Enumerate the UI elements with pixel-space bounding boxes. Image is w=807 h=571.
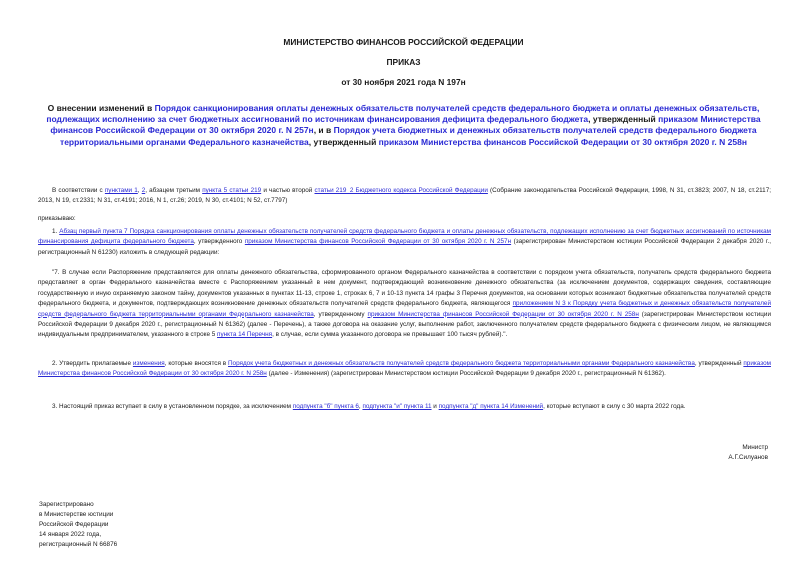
registration-line: Российской Федерации [39,521,109,528]
link-order-258n-3[interactable]: приказом Министерства финансов Российской Федерации от 30 октября 2020 г. N 258н [38,360,771,378]
ministry-heading: МИНИСТЕРСТВО ФИНАНСОВ РОССИЙСКОЙ ФЕДЕРАЦИИ [283,37,524,47]
registration-line: Зарегистрировано [39,501,94,508]
link-order-258n-2[interactable]: приказом Министерства финансов Российской Федерации от 30 октября 2020 г. N 258н [367,310,639,318]
link-appendix-3[interactable]: приложением N 3 к Порядку учета бюджетных и денежных обязательств получателей средств федерального бюджета территориальными органами Федерального казначейства [38,300,771,318]
paragraph-item-1: 1. Абзац первый пункта 7 Порядка санкционирования оплаты денежных обязательств получателей средств федерального бюджета и оплаты денежных обязательств, подлежащих исполнению за счет бюджетных ассигнований по источникам финансирования дефицита федерального бюджета, утвержденного приказом Министерства финансов Российской Федерации от 30 октября 2020 г. N 257н (зарегистрирован Министерством юстиции Российской Федерации 2 декабря 2020 г., регистрационный N 61230) изложить в следующей редакции: [38,228,771,256]
paragraph-order: приказываю: [38,215,76,222]
link-subitem-b-6[interactable]: подпункта "б" пункта 6 [292,403,359,410]
paragraph-item-2: 2. Утвердить прилагаемые изменения, которые вносятся в Порядок учета бюджетных и денежных обязательств получателей средств федерального бюджета территориальными органами Федерального казначейства, утвержденный приказом Министерства финансов Российской Федерации от 30 октября 2020 г. N 258н (далее - Изменения) (зарегистрирован Министерством юстиции Российской Федерации 9 декабря 2020 г., регистрационный N 61362). [38,360,771,378]
link-order-257n[interactable]: приказом Министерства финансов Российской Федерации от 30 октября 2020 г. N 257н [50,114,761,136]
link-items-2[interactable]: 2 [141,187,146,194]
link-order-258n[interactable]: приказом Министерства финансов Российской Федерации от 30 октября 2020 г. N 258н [378,136,747,147]
order-heading: ПРИКАЗ [386,57,421,67]
link-list-item-14[interactable]: пункта 14 Перечня [217,331,273,339]
link-changes[interactable]: изменения [132,360,165,367]
link-accounting-order[interactable]: Порядок учета бюджетных и денежных обязательств получателей средств федерального бюджета территориальными органами Федерального казначейства [60,125,757,147]
registration-line: 14 января 2022 года, [39,531,102,538]
signature-position: Министр [742,444,768,451]
paragraph-item-3: 3. Настоящий приказ вступает в силу в установленном порядке, за исключением подпункта "б" пункта 6, подпункта "и" пункта 11 и подпункта "д" пункта 14 Изменений, которые вступают в силу с 30 марта 2022 года. [52,403,686,410]
signature-name: А.Г.Силуанов [728,454,768,462]
link-sanction-order[interactable]: Порядок санкционирования оплаты денежных обязательств получателей средств федерального бюджета и оплаты денежных обязательств, подлежащих исполнению за счет бюджетных ассигнований по источникам финансирования дефицита федерального бюджета [46,103,760,125]
paragraph-item-7-text: "7. В случае если Распоряжение представляется для оплаты денежного обязательства, сформированного органом Федерального казначейства в соответствии с порядком учета обязательств, получатель средств федерального бюджета представляет в орган Федерального казначейства вместе с Распоряжением указанный в нем документ, подтверждающий возникновение денежного обязательства (за исключением документов, содержащих сведения, составляющие государственную и иную охраняемую законом тайну, документов указанных в пунктах 11-13, строке 1, строках 6, 7 и 10-13 пункта 14 графы 3 Перечня документов, на основании которых возникают бюджетные обязательства получателей средств федерального бюджета, и документов, подтверждающих возникновение денежных обязательств получателей средств федерального бюджета, являющегося приложением N 3 к Порядку учета бюджетных и денежных обязательств получателей средств федерального бюджета территориальными органами Федерального казначейства, утвержденному приказом Министерства финансов Российской Федерации от 30 октября 2020 г. N 258н (зарегистрирован Министерством юстиции Российской Федерации 9 декабря 2020 г., регистрационный N 61362) (далее - Перечень), а также договора на оказание услуг, выполнение работ, заключенного получателем средств федерального бюджета с физическим лицом, не являющимся индивидуальным предпринимателем, указанного в строке 5 пункта 14 Перечня, в случае, если сумма указанного договора не превышает 100 тысяч рублей).". [38,269,771,339]
link-paragraph-7[interactable]: Абзац первый пункта 7 Порядка санкционирования оплаты денежных обязательств получателей средств федерального бюджета и оплаты денежных обязательств, подлежащих исполнению за счет бюджетных ассигнований по источникам финансирования дефицита федерального бюджета [38,228,771,246]
link-subitem-i-11[interactable]: подпункта "и" пункта 11 [362,403,432,410]
registration-line: в Министерстве юстиции [39,511,114,518]
link-order-257n-2[interactable]: приказом Министерства финансов Российской Федерации от 30 октября 2020 г. N 257н [244,238,512,246]
link-accounting-order-2[interactable]: Порядок учета бюджетных и денежных обязательств получателей средств федерального бюджета территориальными органами Федерального казначейства [227,360,695,367]
registration-line: регистрационный N 66876 [39,541,118,548]
link-art-219[interactable]: пункта 5 статьи 219 [202,187,262,194]
signature-block [728,443,768,464]
paragraph-preamble: В соответствии с пунктами 1, 2, абзацем третьим пункта 5 статьи 219 и частью второй статьи 219_2 Бюджетного кодекса Российской Федерации (Собрание законодательства Российской Федерации, 1998, N 31, ст.3823; 2007, N 18, ст.2117; 2013, N 19, ст.2331; N 31, ст.4191; 2016, N 1, ст.26; 2019, N 30, ст.4101; N 52, ст.7797) [38,187,771,205]
link-budget-code[interactable]: статьи 219_2 Бюджетного кодекса Российской Федерации [314,187,488,194]
link-items-1[interactable]: пунктами 1 [104,187,138,194]
link-subitem-d-14[interactable]: подпункта "д" пункта 14 Изменений [438,403,544,410]
order-date-number: от 30 ноября 2021 года N 197н [341,77,466,87]
registration-block [39,500,117,550]
document-title: О внесении изменений в Порядок санкционирования оплаты денежных обязательств получателей средств федерального бюджета и оплаты денежных обязательств, подлежащих исполнению за счет бюджетных ассигнований по источникам финансирования дефицита федерального бюджета, утвержденный приказом Министерства финансов Российской Федерации от 30 октября 2020 г. N 257н, и в Порядок учета бюджетных и денежных обязательств получателей средств федерального бюджета территориальными органами Федерального казначейства, утвержденный приказом Министерства финансов Российской Федерации от 30 октября 2020 г. N 258н [46,103,761,147]
